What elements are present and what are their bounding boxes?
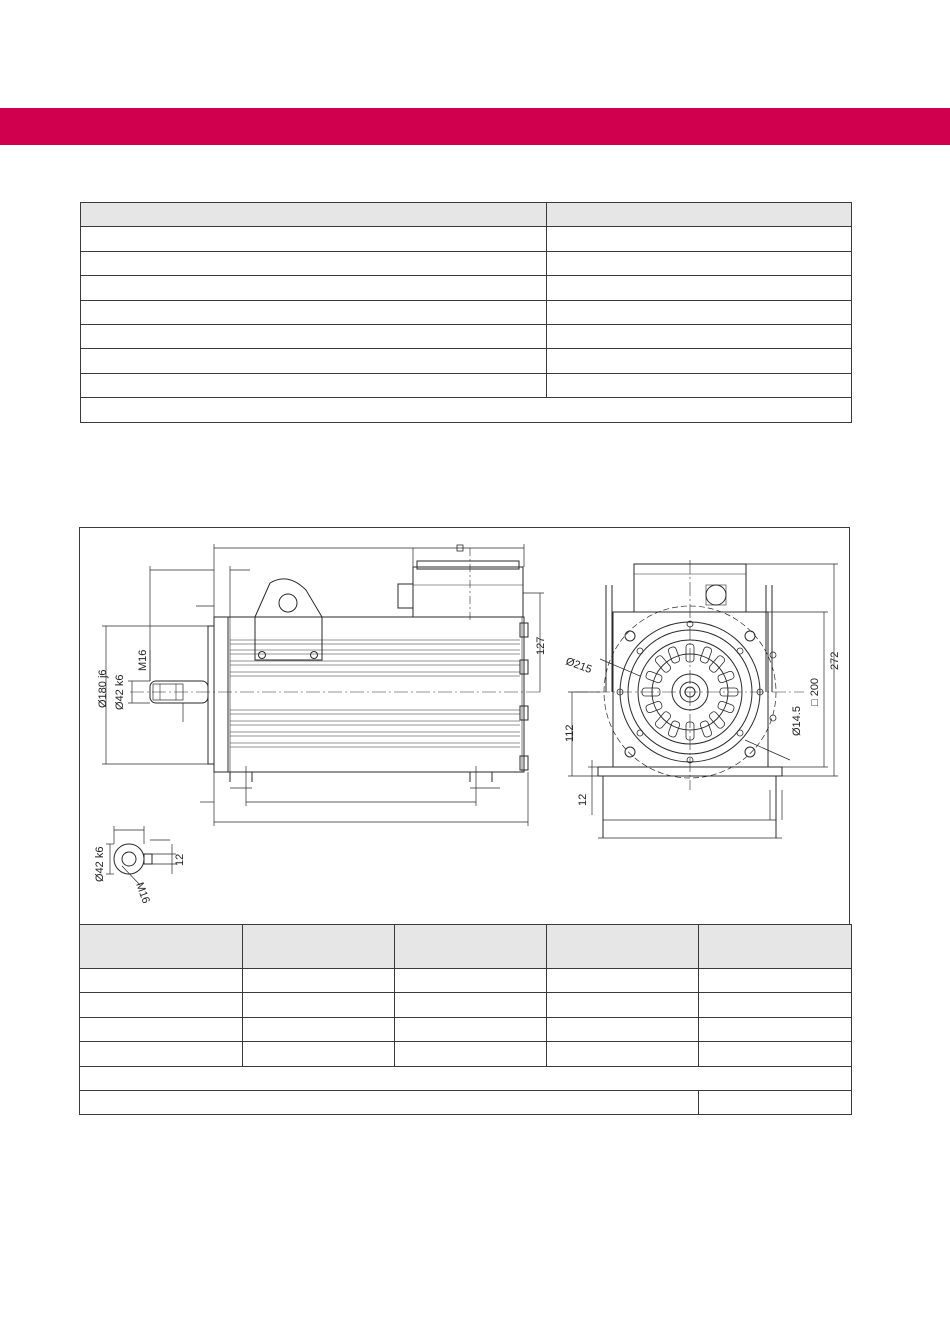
table-cell xyxy=(80,993,243,1017)
table-cell xyxy=(80,1042,243,1066)
table-cell xyxy=(243,993,395,1017)
dim-key: 12 xyxy=(174,853,186,866)
table-row xyxy=(80,969,852,993)
table-cell xyxy=(395,925,547,969)
front-view xyxy=(568,560,838,838)
dim-thread: M16 xyxy=(137,649,149,671)
table-cell xyxy=(243,925,395,969)
side-dimension-lines xyxy=(102,544,544,826)
table-row xyxy=(80,993,852,1017)
dim-height-127: 127 xyxy=(535,636,547,655)
table-row xyxy=(80,1042,852,1066)
table-cell xyxy=(547,1017,699,1041)
table-cell xyxy=(243,969,395,993)
table-cell xyxy=(243,1042,395,1066)
dim-foot-thickness: 12 xyxy=(577,793,589,806)
lifting-eye xyxy=(255,579,322,617)
dim-end-thread: M16 xyxy=(133,880,152,906)
table-cell xyxy=(699,969,852,993)
table-cell xyxy=(699,1090,852,1114)
front-dimension-lines xyxy=(568,564,838,838)
table-cell xyxy=(547,925,699,969)
table-cell xyxy=(699,1017,852,1041)
table-cell xyxy=(699,925,852,969)
connector-plug xyxy=(398,584,413,608)
side-view xyxy=(102,544,544,826)
table-row xyxy=(80,1017,852,1041)
dim-hole: Ø14.5 xyxy=(791,706,803,736)
dim-end-shaft-diameter: Ø42 k6 xyxy=(94,846,106,882)
table-cell xyxy=(80,1090,699,1114)
dimensions-table xyxy=(79,924,852,1115)
table-cell xyxy=(395,969,547,993)
table-cell xyxy=(547,993,699,1017)
dim-total-height: 272 xyxy=(829,651,841,670)
connector-icon xyxy=(706,585,726,605)
table-cell xyxy=(80,1066,852,1090)
table-row xyxy=(80,1066,852,1090)
table-cell xyxy=(699,1042,852,1066)
table-cell xyxy=(80,1017,243,1041)
shaft-end-view xyxy=(106,826,176,885)
table-cell xyxy=(547,1042,699,1066)
table-row xyxy=(80,1090,852,1114)
dim-shaft-height: 112 xyxy=(564,724,576,742)
dim-flange-diameter: Ø180 j6 xyxy=(97,669,109,708)
terminal-box xyxy=(413,567,523,617)
table-cell xyxy=(395,1017,547,1041)
table-cell xyxy=(699,993,852,1017)
dim-square: □ 200 xyxy=(809,677,821,706)
table-cell xyxy=(395,993,547,1017)
dim-shaft-diameter: Ø42 k6 xyxy=(114,674,126,710)
table-cell xyxy=(243,1017,395,1041)
table-cell xyxy=(395,1042,547,1066)
dim-pitch-circle: Ø215 xyxy=(563,655,594,677)
cooling-ribs xyxy=(230,640,520,747)
table-cell xyxy=(80,925,243,969)
table-cell xyxy=(80,969,243,993)
table-cell xyxy=(547,969,699,993)
dimensions-table-header xyxy=(80,925,852,969)
